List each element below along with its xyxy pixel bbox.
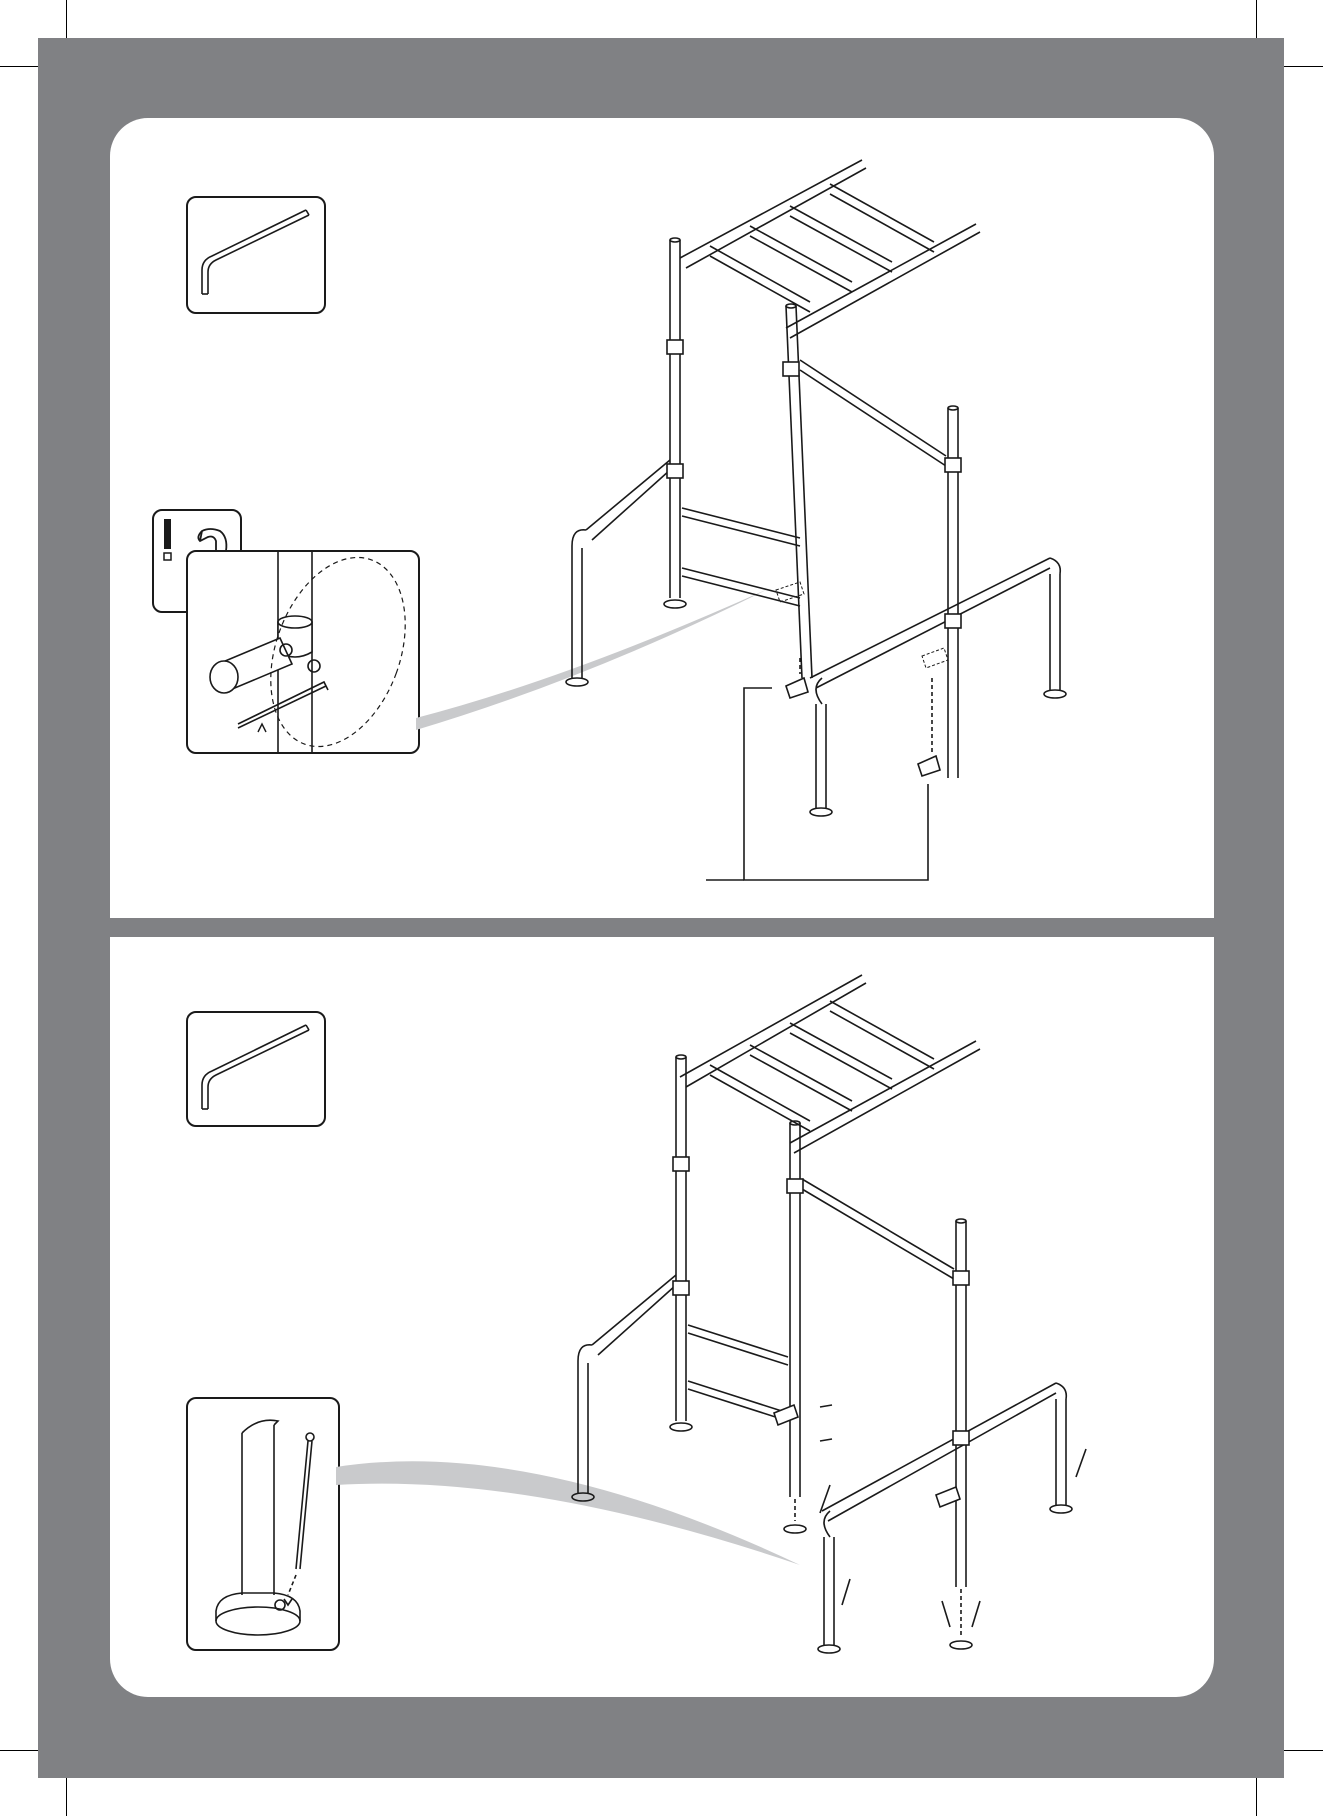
monkey-bar-frame-step-1 xyxy=(110,118,1214,918)
step-panel-1 xyxy=(110,118,1214,918)
step-panel-2 xyxy=(110,937,1214,1697)
monkey-bar-frame-step-2 xyxy=(110,937,1214,1697)
